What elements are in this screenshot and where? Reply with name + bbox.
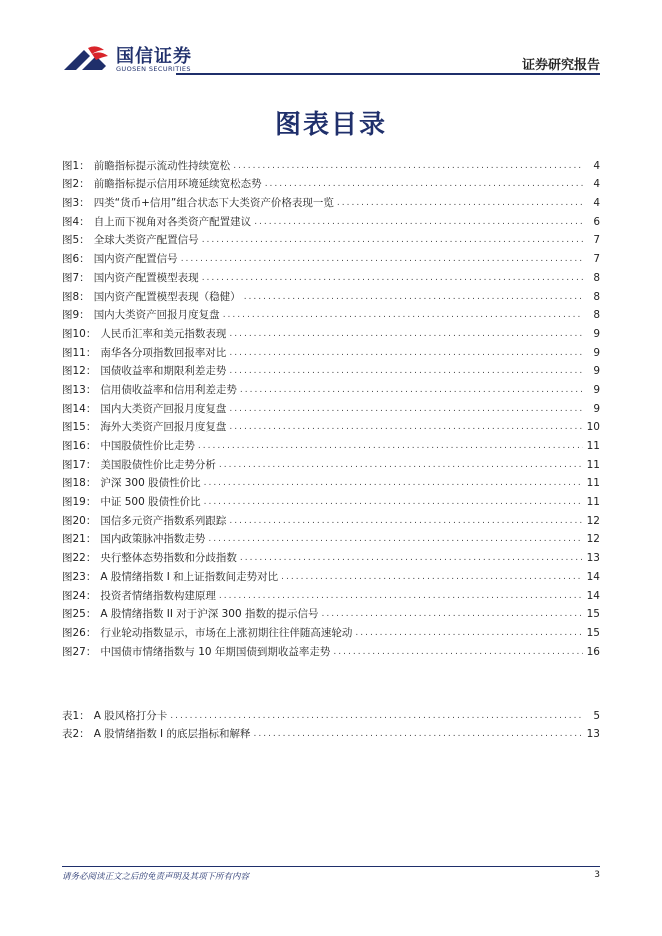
- toc-dot-leader: [333, 645, 583, 659]
- toc-dot-leader: [240, 383, 583, 397]
- toc-entry-page: 11: [586, 458, 600, 471]
- toc-entry-label: 图19：: [62, 496, 97, 509]
- toc-dot-leader: [202, 271, 583, 285]
- toc-entry-page: 15: [586, 608, 600, 621]
- toc-entry-label: 图26：: [62, 626, 97, 639]
- toc-entry-label: 图20：: [62, 514, 97, 527]
- toc-entry-title: 信用债收益率和信用利差走势: [100, 383, 237, 396]
- toc-dot-leader: [208, 532, 583, 546]
- toc-dot-leader: [170, 709, 583, 723]
- toc-entry[interactable]: [62, 546, 600, 565]
- toc-entry[interactable]: [62, 210, 600, 229]
- toc-entry-label: 图3：: [62, 197, 90, 210]
- toc-entry-page: 8: [593, 309, 600, 322]
- toc-entry-title: 自上而下视角对各类资产配置建议: [93, 215, 252, 228]
- toc-entry-label: 图16：: [62, 440, 97, 452]
- toc-dot-leader: [281, 570, 583, 584]
- logo-english-name: GUOSEN SECURITIES: [116, 65, 191, 73]
- toc-entry[interactable]: [62, 378, 600, 397]
- toc-entry-title: 央行整体态势指数和分歧指数: [100, 552, 237, 565]
- toc-entry-label: 图13：: [62, 383, 97, 396]
- toc-entry[interactable]: [62, 723, 600, 742]
- toc-entry-title: 国信多元资产指数系列跟踪: [100, 514, 227, 527]
- toc-entry-label: 图27：: [62, 645, 97, 658]
- toc-entry-title: 人民币汇率和美元指数表现: [100, 327, 227, 340]
- toc-entry-label: 图11：: [62, 346, 97, 359]
- toc-entry-title: A 股风格打分卡: [93, 709, 168, 722]
- toc-entry[interactable]: [62, 397, 600, 416]
- toc-entry-title: 国内大类资产回报月度复盘: [100, 402, 227, 415]
- toc-dot-leader: [229, 364, 583, 378]
- toc-entry-label: 图6：: [62, 253, 90, 266]
- toc-entry-label: 图24：: [62, 589, 97, 602]
- toc-dot-leader: [181, 252, 583, 266]
- toc-entry[interactable]: [62, 266, 600, 285]
- toc-entry-page: 4: [593, 197, 600, 210]
- toc-entry[interactable]: [62, 360, 600, 379]
- toc-dot-leader: [229, 420, 583, 434]
- toc-entry[interactable]: [62, 416, 600, 435]
- toc-entry-label: 图5：: [62, 234, 90, 247]
- table-list: [62, 704, 600, 741]
- toc-entry-page: 15: [586, 626, 600, 639]
- toc-entry-page: 11: [586, 477, 600, 490]
- toc-entry-page: 11: [586, 440, 600, 452]
- toc-entry-title: 行业轮动指数显示，市场在上涨初期往往伴随高速轮动: [100, 626, 353, 639]
- toc-entry-label: 表1：: [62, 709, 90, 722]
- toc-entry[interactable]: [62, 472, 600, 491]
- toc-entry-title: 沪深 300 股债性价比: [100, 477, 201, 490]
- toc-entry-page: 13: [586, 552, 600, 565]
- toc-entry-page: 16: [586, 645, 600, 658]
- toc-dot-leader: [244, 290, 583, 304]
- toc-dot-leader: [265, 177, 583, 191]
- toc-entry-page: 9: [593, 327, 600, 340]
- toc-entry[interactable]: [62, 640, 600, 659]
- toc-entry-label: 图15：: [62, 421, 97, 434]
- toc-entry-label: 图1：: [62, 159, 90, 172]
- toc-entry-title: 前瞻指标提示流动性持续宽松: [93, 159, 231, 172]
- toc-entry-page: 8: [593, 290, 600, 303]
- toc-entry-page: 7: [593, 234, 600, 247]
- toc-entry[interactable]: [62, 322, 600, 341]
- toc-entry-page: 4: [593, 159, 600, 172]
- toc-entry-page: 7: [593, 253, 600, 266]
- toc-entry-page: 9: [593, 383, 600, 396]
- toc-entry[interactable]: [62, 704, 600, 723]
- guosen-logo-icon: [62, 44, 110, 74]
- toc-dot-leader: [219, 458, 583, 472]
- toc-entry[interactable]: [62, 453, 600, 472]
- toc-entry-title: 国内资产配置信号: [93, 253, 178, 266]
- logo-chinese-name: 国信证券: [116, 46, 192, 67]
- toc-entry-label: 图4：: [62, 215, 90, 228]
- toc-entry-page: 10: [586, 421, 600, 434]
- toc-entry-page: 11: [586, 496, 600, 509]
- toc-entry[interactable]: [62, 247, 600, 266]
- toc-entry[interactable]: [62, 434, 600, 453]
- toc-entry-label: 图17：: [62, 458, 97, 471]
- toc-entry-page: 12: [586, 514, 600, 527]
- toc-dot-leader: [337, 196, 583, 210]
- toc-entry-label: 图9：: [62, 309, 90, 322]
- toc-entry-title: 国内资产配置模型表现: [93, 271, 199, 284]
- toc-entry-page: 9: [593, 346, 600, 359]
- toc-entry-title: 海外大类资产回报月度复盘: [100, 421, 227, 434]
- toc-entry-title: 中国股债性价比走势: [100, 440, 195, 452]
- toc-dot-leader: [204, 476, 583, 490]
- toc-dot-leader: [229, 402, 583, 416]
- toc-entry[interactable]: [62, 509, 600, 528]
- toc-dot-leader: [198, 439, 583, 453]
- toc-entry[interactable]: [62, 584, 600, 603]
- toc-entry-page: 8: [593, 271, 600, 284]
- toc-entry-title: 全球大类资产配置信号: [93, 234, 199, 247]
- toc-entry-title: 南华各分项指数回报率对比: [100, 346, 227, 359]
- toc-entry-title: 前瞻指标提示信用环境延续宽松态势: [93, 178, 262, 191]
- toc-dot-leader: [204, 495, 583, 509]
- toc-entry-label: 图23：: [62, 570, 97, 583]
- toc-dot-leader: [223, 308, 583, 322]
- toc-entry-title: 国内政策脉冲指数走势: [100, 533, 206, 546]
- toc-entry-title: A 股情绪指数 II 对于沪深 300 指数的提示信号: [100, 608, 319, 621]
- toc-entry-label: 图22：: [62, 552, 97, 565]
- toc-entry-title: 四类“货币+信用”组合状态下大类资产价格表现一览: [93, 197, 334, 210]
- toc-entry[interactable]: [62, 621, 600, 640]
- toc-entry-title: A 股情绪指数 I 和上证指数间走势对比: [100, 570, 279, 583]
- toc-entry-page: 9: [593, 402, 600, 415]
- toc-dot-leader: [254, 215, 583, 229]
- toc-entry-label: 图14：: [62, 402, 97, 415]
- toc-entry[interactable]: [62, 490, 600, 509]
- toc-dot-leader: [229, 514, 583, 528]
- toc-entry-page: 13: [586, 728, 600, 741]
- toc-dot-leader: [253, 727, 583, 741]
- toc-entry-label: 图2：: [62, 178, 90, 191]
- toc-entry-page: 12: [586, 533, 600, 546]
- toc-entry-label: 表2：: [62, 728, 90, 741]
- toc-entry-label: 图7：: [62, 271, 90, 284]
- toc-entry-label: 图12：: [62, 365, 97, 378]
- toc-entry[interactable]: [62, 304, 600, 323]
- toc-dot-leader: [355, 626, 583, 640]
- disclaimer-note: 请务必阅读正文之后的免责声明及其项下所有内容: [62, 872, 250, 882]
- page-number: 3: [594, 870, 600, 880]
- toc-entry-title: 投资者情绪指数构建原理: [100, 589, 216, 602]
- toc-dot-leader: [202, 233, 583, 247]
- toc-entry-label: 图8：: [62, 290, 90, 303]
- toc-dot-leader: [219, 589, 583, 603]
- toc-entry-title: 美国股债性价比走势分析: [100, 458, 216, 471]
- footer-divider: [62, 866, 600, 867]
- toc-dot-leader: [321, 607, 583, 621]
- report-type-label: 证券研究报告: [521, 58, 600, 73]
- toc-entry[interactable]: [62, 565, 600, 584]
- toc-entry-label: 图25：: [62, 608, 97, 621]
- toc-entry-label: 图10：: [62, 327, 97, 340]
- toc-entry-title: 中国债市情绪指数与 10 年期国债到期收益率走势: [100, 645, 331, 658]
- toc-entry-page: 6: [593, 215, 600, 228]
- toc-dot-leader: [240, 551, 583, 565]
- figure-list: [62, 154, 600, 659]
- toc-entry[interactable]: [62, 191, 600, 210]
- header-divider: [176, 73, 600, 75]
- toc-entry-title: 中证 500 股债性价比: [100, 496, 201, 509]
- toc-entry[interactable]: [62, 173, 600, 192]
- toc-dot-leader: [233, 159, 583, 173]
- toc-entry[interactable]: [62, 285, 600, 304]
- toc-entry-page: 4: [593, 178, 600, 191]
- toc-entry-label: 图21：: [62, 533, 97, 546]
- toc-entry-title: 国内大类资产回报月度复盘: [93, 309, 220, 322]
- toc-entry[interactable]: [62, 341, 600, 360]
- toc-entry-label: 图18：: [62, 477, 97, 490]
- toc-entry-page: 5: [593, 709, 600, 722]
- toc-entry-page: 9: [593, 365, 600, 378]
- toc-entry-title: 国内资产配置模型表现（稳健）: [93, 290, 241, 303]
- toc-dot-leader: [229, 346, 583, 360]
- toc-entry-page: 14: [586, 589, 600, 602]
- toc-entry[interactable]: [62, 528, 600, 547]
- toc-entry[interactable]: [62, 154, 600, 173]
- page-title: 图表目录: [274, 110, 387, 140]
- toc-entry[interactable]: [62, 229, 600, 248]
- toc-dot-leader: [229, 327, 583, 341]
- toc-entry-title: 国债收益率和期限利差走势: [100, 365, 227, 378]
- toc-entry-page: 14: [586, 570, 600, 583]
- toc-entry[interactable]: [62, 603, 600, 622]
- toc-entry-title: A 股情绪指数 I 的底层指标和解释: [93, 728, 251, 741]
